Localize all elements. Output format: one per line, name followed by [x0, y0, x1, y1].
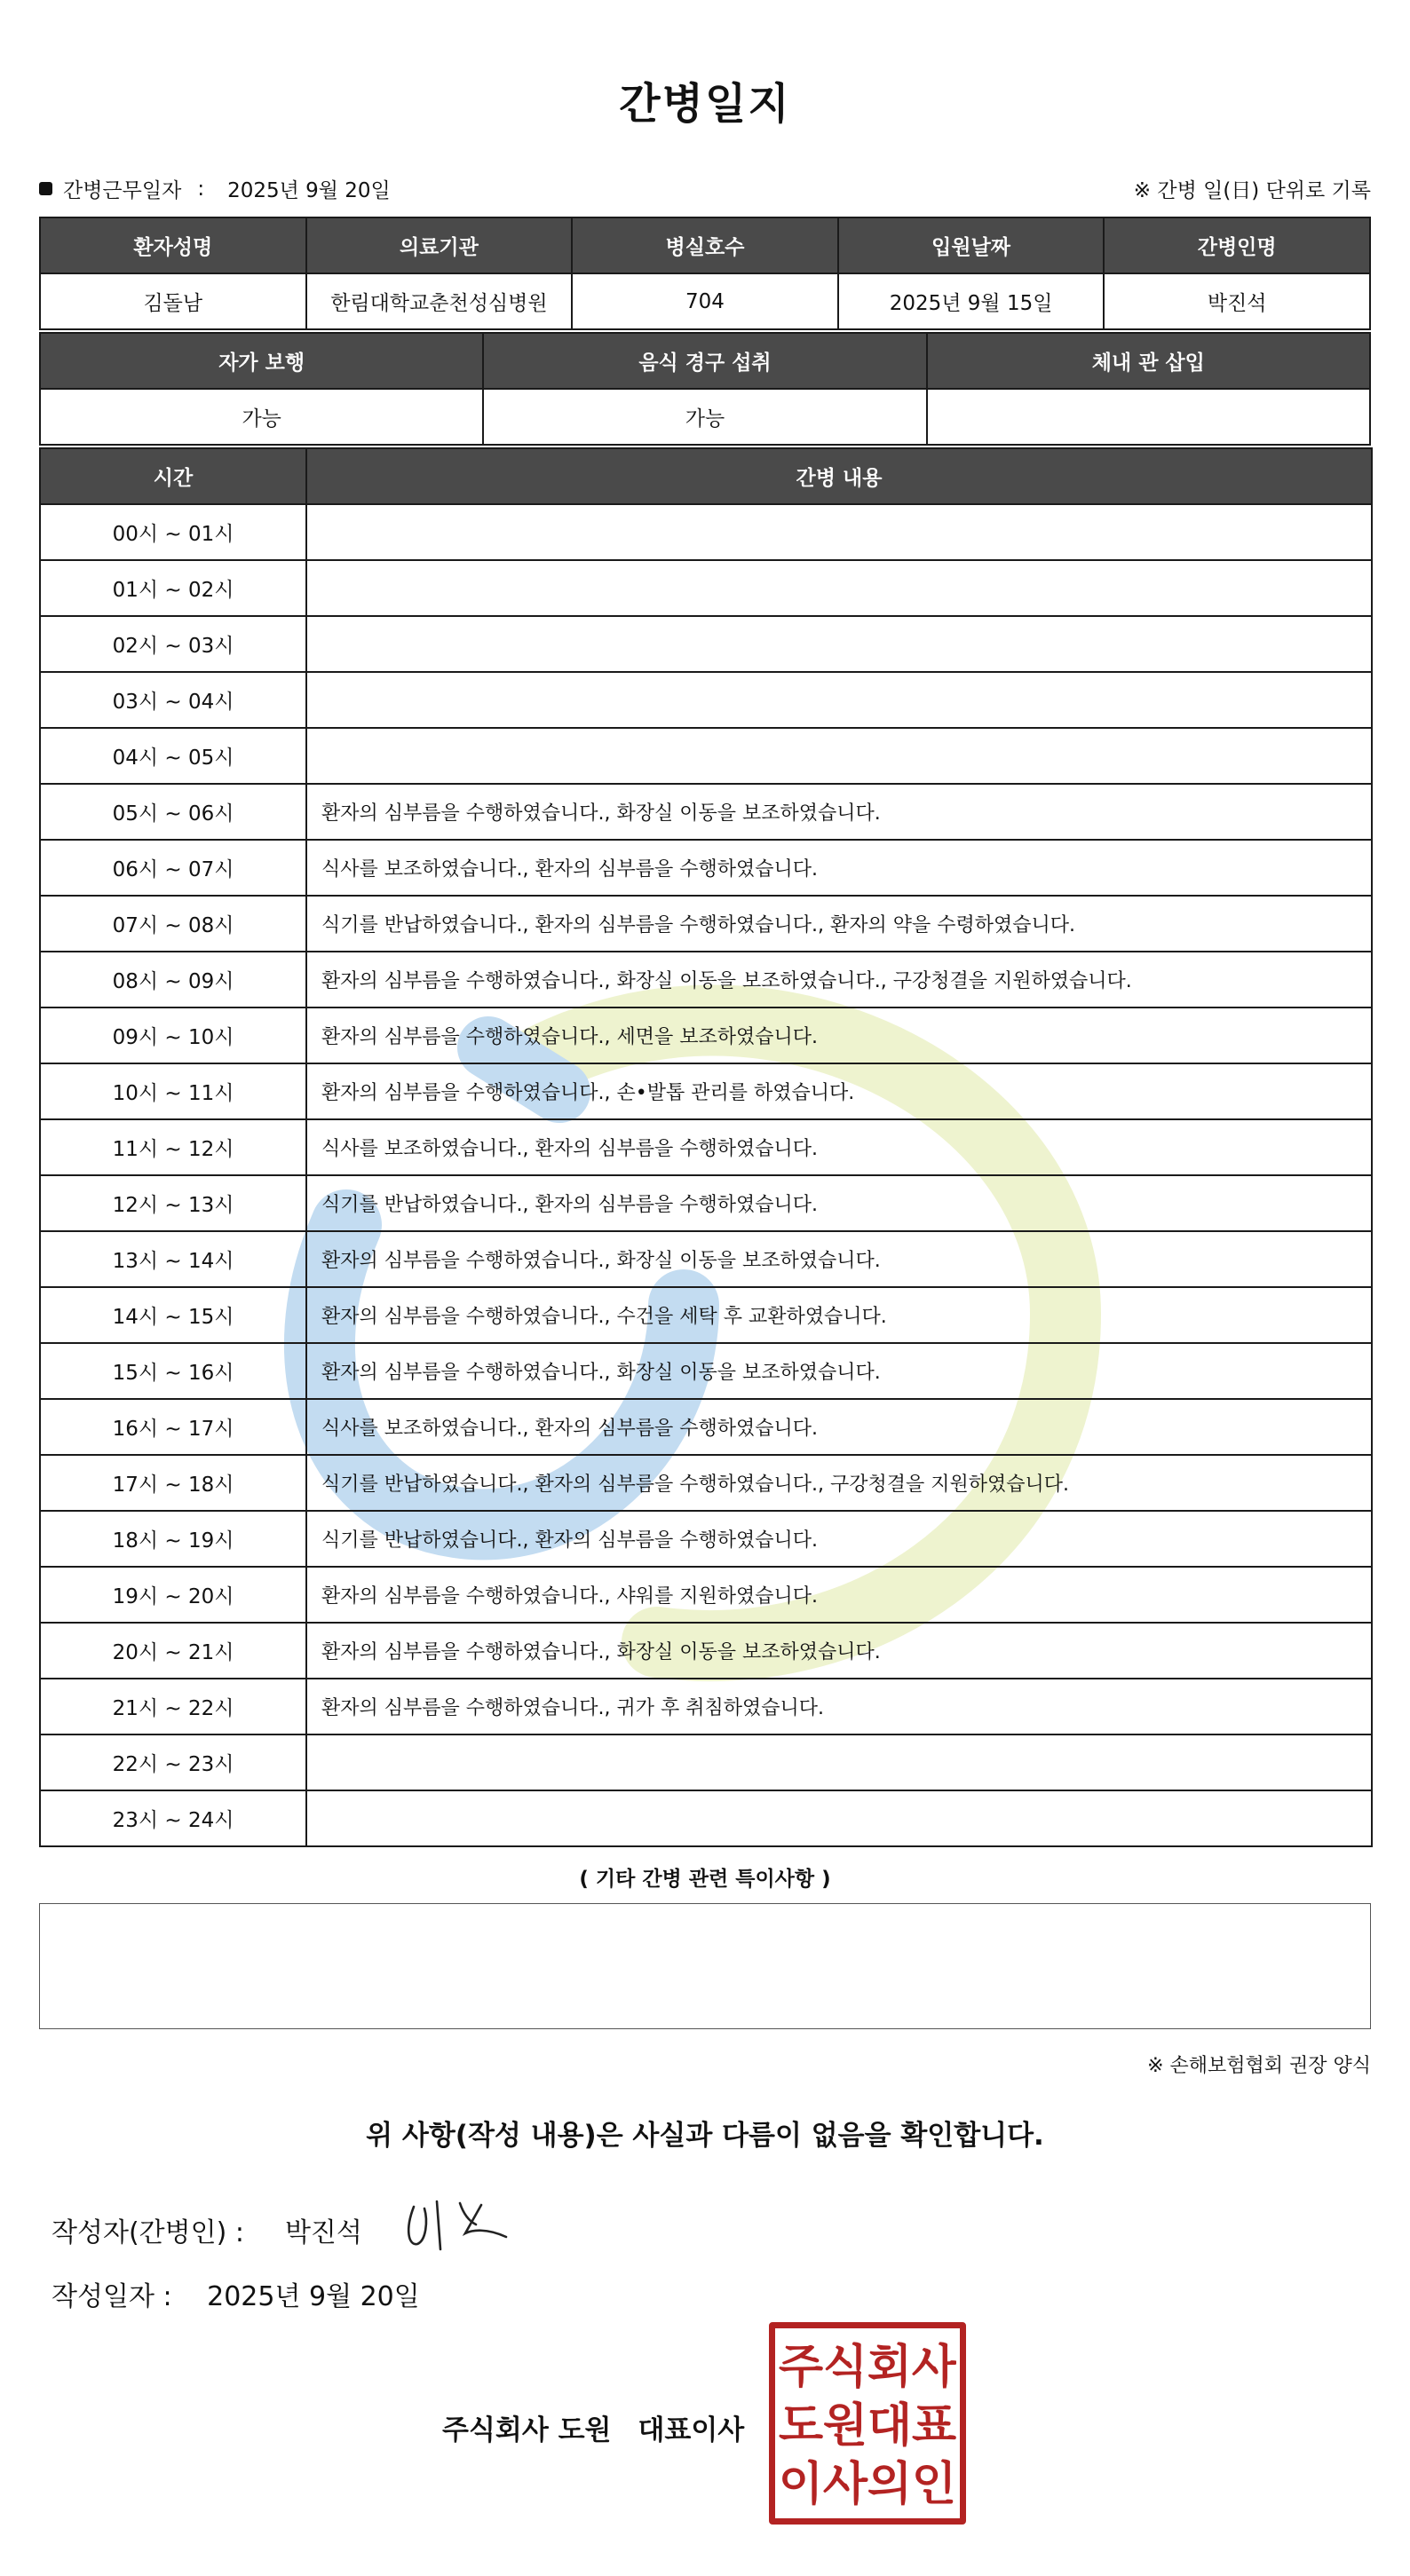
header-caregiver-name: 간병인명: [1104, 217, 1370, 273]
care-log-time: 05시 ~ 06시: [40, 784, 306, 840]
care-log-row: [40, 1455, 1372, 1511]
care-log-content: 식사를 보조하였습니다., 환자의 심부름을 수행하였습니다.: [306, 840, 1372, 896]
care-log-content: 환자의 심부름을 수행하였습니다., 샤워를 지원하였습니다.: [306, 1567, 1372, 1623]
work-date-value: 2025년 9월 20일: [227, 179, 391, 202]
header-self-walking: 자가 보행: [40, 333, 483, 389]
care-log-content: 식사를 보조하였습니다., 환자의 심부름을 수행하였습니다.: [306, 1399, 1372, 1455]
care-log-time: 23시 ~ 24시: [40, 1790, 306, 1846]
care-log-time: 00시 ~ 01시: [40, 504, 306, 560]
care-log-time: 16시 ~ 17시: [40, 1399, 306, 1455]
handwritten-signature: [401, 2194, 526, 2258]
care-log-body: [40, 504, 1372, 1846]
care-log-row: [40, 1231, 1372, 1287]
care-log-content: 환자의 심부름을 수행하였습니다., 세면을 보조하였습니다.: [306, 1007, 1372, 1063]
care-log-row: [40, 1623, 1372, 1679]
seal-character: 이: [779, 2458, 824, 2511]
seal-character: 인: [911, 2458, 956, 2511]
seal-character: 사: [822, 2458, 868, 2511]
confirm-statement: 위 사항(작성 내용)은 사실과 다름이 없음을 확인합니다.: [366, 2120, 1044, 2152]
care-log-time: 15시 ~ 16시: [40, 1343, 306, 1399]
seal-character: 식: [822, 2341, 868, 2394]
care-log-time: 19시 ~ 20시: [40, 1567, 306, 1623]
care-log-row: [40, 672, 1372, 728]
room-number: 704: [572, 273, 838, 329]
care-log-time: 20시 ~ 21시: [40, 1623, 306, 1679]
care-log-row: [40, 1399, 1372, 1455]
care-log-time: 14시 ~ 15시: [40, 1287, 306, 1343]
header-time: 시간: [40, 448, 306, 504]
hospital-name: 한림대학교춘천성심병원: [306, 273, 573, 329]
writer-label: 작성자(간병인) :: [51, 2217, 244, 2248]
care-log-row: [40, 896, 1372, 952]
care-log-content: [306, 728, 1372, 784]
oral-intake-value: 가능: [483, 389, 926, 445]
patient-status-header-row: [40, 333, 1370, 389]
tube-insertion-value: [927, 389, 1370, 445]
seal-character: 대: [867, 2399, 913, 2453]
care-log-content: 환자의 심부름을 수행하였습니다., 화장실 이동을 보조하였습니다.: [306, 1623, 1372, 1679]
remarks-box: [39, 1903, 1371, 2029]
patient-info-table: [39, 217, 1371, 330]
care-log-time: 13시 ~ 14시: [40, 1231, 306, 1287]
writing-date-line: [51, 2274, 420, 2313]
admission-date: 2025년 9월 15일: [838, 273, 1105, 329]
seal-character: 사: [911, 2341, 956, 2394]
care-log-content: [306, 616, 1372, 672]
header-hospital: 의료기관: [306, 217, 573, 273]
header-admission-date: 입원날짜: [838, 217, 1105, 273]
care-log-time: 09시 ~ 10시: [40, 1007, 306, 1063]
care-log-content: [306, 560, 1372, 616]
writing-date-label: 작성일자 :: [51, 2281, 172, 2312]
care-log-time: 21시 ~ 22시: [40, 1679, 306, 1734]
writing-date-value: 2025년 9월 20일: [207, 2281, 420, 2312]
care-log-content: 환자의 심부름을 수행하였습니다., 화장실 이동을 보조하였습니다., 구강청결을 지원하였습니다.: [306, 952, 1372, 1007]
care-log-content: 식기를 반납하였습니다., 환자의 심부름을 수행하였습니다.: [306, 1175, 1372, 1231]
header-oral-intake: 음식 경구 섭취: [483, 333, 926, 389]
care-log-time: 22시 ~ 23시: [40, 1734, 306, 1790]
care-log-row: [40, 728, 1372, 784]
care-log-time: 04시 ~ 05시: [40, 728, 306, 784]
care-log-content: 식기를 반납하였습니다., 환자의 심부름을 수행하였습니다., 환자의 약을 수령하였습니다.: [306, 896, 1372, 952]
care-log-content: 환자의 심부름을 수행하였습니다., 손•발톱 관리를 하였습니다.: [306, 1063, 1372, 1119]
care-log-time: 10시 ~ 11시: [40, 1063, 306, 1119]
care-log-row: [40, 1063, 1372, 1119]
square-bullet-icon: [39, 182, 52, 195]
header-care-content: 간병 내용: [306, 448, 1372, 504]
care-log-row: [40, 1175, 1372, 1231]
seal-character: 회: [867, 2341, 913, 2394]
care-log-row: [40, 560, 1372, 616]
care-log-time: 18시 ~ 19시: [40, 1511, 306, 1567]
care-log-row: [40, 1790, 1372, 1846]
care-log-content: 환자의 심부름을 수행하였습니다., 수건을 세탁 후 교환하였습니다.: [306, 1287, 1372, 1343]
writer-line: [51, 2210, 362, 2249]
care-log-time: 07시 ~ 08시: [40, 896, 306, 952]
company-line: [442, 2407, 744, 2447]
care-log-row: [40, 1567, 1372, 1623]
care-log-time: 08시 ~ 09시: [40, 952, 306, 1007]
care-log-row: [40, 1343, 1372, 1399]
care-log-time: 02시 ~ 03시: [40, 616, 306, 672]
care-log-time: 11시 ~ 12시: [40, 1119, 306, 1175]
care-log-content: [306, 504, 1372, 560]
care-log-row: [40, 1734, 1372, 1790]
seal-character: 표: [911, 2399, 956, 2453]
work-date-label: 간병근무일자: [63, 179, 182, 202]
care-log-content: [306, 1790, 1372, 1846]
care-log-time: 12시 ~ 13시: [40, 1175, 306, 1231]
writer-name: 박진석: [284, 2217, 362, 2248]
seal-character: 의: [867, 2458, 913, 2511]
seal-glyphs: [779, 2332, 956, 2515]
patient-info-header-row: [40, 217, 1370, 273]
remarks-title: ( 기타 간병 관련 특이사항 ): [579, 1868, 831, 1891]
care-log-row: [40, 616, 1372, 672]
care-log-content: 환자의 심부름을 수행하였습니다., 화장실 이동을 보조하였습니다.: [306, 1231, 1372, 1287]
header-tube-insertion: 체내 관 삽입: [927, 333, 1370, 389]
care-log-time: 06시 ~ 07시: [40, 840, 306, 896]
patient-status-table: [39, 332, 1371, 446]
seal-character: 원: [822, 2399, 868, 2453]
patient-info-value-row: [40, 273, 1370, 329]
care-log-header-row: [40, 448, 1372, 504]
care-log-row: [40, 840, 1372, 896]
care-log-row: [40, 1007, 1372, 1063]
header-patient-name: 환자성명: [40, 217, 306, 273]
care-log-time: 03시 ~ 04시: [40, 672, 306, 728]
care-log-time: 01시 ~ 02시: [40, 560, 306, 616]
work-date: [39, 174, 391, 203]
patient-name: 김돌남: [40, 273, 306, 329]
care-log-time: 17시 ~ 18시: [40, 1455, 306, 1511]
care-log-row: [40, 1119, 1372, 1175]
company-name: 주식회사 도원: [442, 2414, 612, 2446]
record-unit-note: ※ 간병 일(日) 단위로 기록: [1133, 179, 1371, 202]
seal-character: 도: [779, 2399, 824, 2453]
patient-status-value-row: [40, 389, 1370, 445]
care-log-content: [306, 672, 1372, 728]
representative-title: 대표이사: [638, 2414, 745, 2446]
header-room-number: 병실호수: [572, 217, 838, 273]
caregiver-name: 박진석: [1104, 273, 1370, 329]
care-log-content: 환자의 심부름을 수행하였습니다., 화장실 이동을 보조하였습니다.: [306, 784, 1372, 840]
self-walking-value: 가능: [40, 389, 483, 445]
care-log-row: [40, 504, 1372, 560]
care-log-row: [40, 952, 1372, 1007]
care-log-content: 식사를 보조하였습니다., 환자의 심부름을 수행하였습니다.: [306, 1119, 1372, 1175]
care-log-row: [40, 1511, 1372, 1567]
care-log-content: 식기를 반납하였습니다., 환자의 심부름을 수행하였습니다., 구강청결을 지원하였습니다.: [306, 1455, 1372, 1511]
care-log-row: [40, 1679, 1372, 1734]
care-log-row: [40, 1287, 1372, 1343]
care-log-content: 식기를 반납하였습니다., 환자의 심부름을 수행하였습니다.: [306, 1511, 1372, 1567]
recommend-note: ※ 손해보험협회 권장 양식: [1147, 2055, 1371, 2077]
care-log-row: [40, 784, 1372, 840]
care-log-content: [306, 1734, 1372, 1790]
page-title: 간병일지: [619, 79, 791, 129]
work-date-colon: :: [197, 177, 205, 201]
company-seal-stamp: [769, 2322, 966, 2525]
care-log-content: 환자의 심부름을 수행하였습니다., 화장실 이동을 보조하였습니다.: [306, 1343, 1372, 1399]
care-log-content: 환자의 심부름을 수행하였습니다., 귀가 후 취침하였습니다.: [306, 1679, 1372, 1734]
seal-character: 주: [779, 2341, 824, 2394]
care-log-table: [39, 447, 1373, 1847]
